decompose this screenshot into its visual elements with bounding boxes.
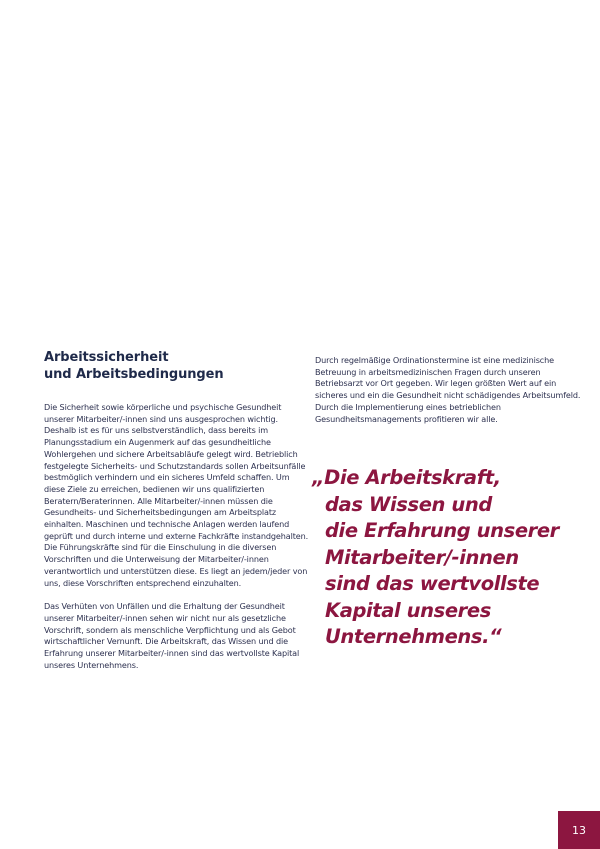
page-number: 13 bbox=[572, 823, 586, 837]
section-heading-line2: und Arbeitsbedingungen bbox=[44, 367, 224, 382]
quote-line-1: „Die Arbeitskraft, bbox=[312, 466, 501, 489]
quote-line-4: Mitarbeiter/-innen bbox=[325, 545, 519, 569]
left-column bbox=[44, 349, 312, 671]
right-paragraph-1: Durch regelmäßige Ordinationstermine ist eine medizinische Betreuung in arbeitsmedizinischen Fragen durch unseren Betriebsarzt vor Ort gegeben. Wir legen größten Wert auf ein sicheres und ein die Gesundheit nicht schädigendes Arbeitsumfeld. Durch die Implementierung eines betrieblichen Gesundheitsmanagements profitieren wir alle. bbox=[315, 355, 581, 424]
quote-line-3: die Erfahrung unserer bbox=[325, 519, 559, 542]
right-column bbox=[315, 355, 583, 425]
quote-line-7: Unternehmens.“ bbox=[325, 625, 502, 648]
left-paragraph-2: Das Verhüten von Unfällen und die Erhaltung der Gesundheit unserer Mitarbeiter/-innen sehen wir nicht nur als gesetzliche Vorschrift, sondern als menschliche Verpflichtung und als Gebot wirtschaftlicher Vernunft. Die Arbeitskraft, das Wissen und die Erfahrung unserer Mitarbeiter/-innen sind das wertvollste Kapital unseres Unternehmens. bbox=[44, 601, 300, 670]
quote-line-6: Kapital unseres bbox=[325, 598, 491, 622]
quote-line-5: sind das wertvollste bbox=[325, 572, 540, 595]
quote-line-2: das Wissen und bbox=[325, 492, 492, 516]
section-heading bbox=[44, 349, 312, 383]
pull-quote bbox=[312, 465, 592, 651]
left-paragraph-1: Die Sicherheit sowie körperliche und psychische Gesundheit unserer Mitarbeiter/-innen sind uns ausgesprochen wichtig. Deshalb ist es für uns selbstverständlich, dass bereits im Planungsstadium ein Augenmerk auf das gesundheitliche Wohlergehen und sichere Arbeitsabläufe gelegt wird. Betrieblich festgelegte Sicherheits- und Schutzstandards sollen Arbeitsunfälle bestmöglich verhindern und ein sicheres Umfeld schaffen. Um diese Ziele zu erreichen, bedienen wir uns qualifizierten Beratern/Beraterinnen. Alle Mitarbeiter/-innen müssen die Gesundheits- und Sicherheitsbedingungen am Arbeitsplatz einhalten. Maschinen und technische Anlagen werden laufend geprüft und durch interne und externe Fachkräfte instandgehalten. Die Führungskräfte sind für die Einschulung in die diversen Vorschriften und die Unterweisung der Mitarbeiter/-innen verantwortlich und unterstützen diese. Es liegt an jedem/jeder von uns, diese Vorschriften entsprechend einzuhalten. bbox=[44, 402, 309, 588]
page-number-badge bbox=[558, 811, 600, 849]
section-heading-line1: Arbeitssicherheit bbox=[44, 350, 169, 365]
